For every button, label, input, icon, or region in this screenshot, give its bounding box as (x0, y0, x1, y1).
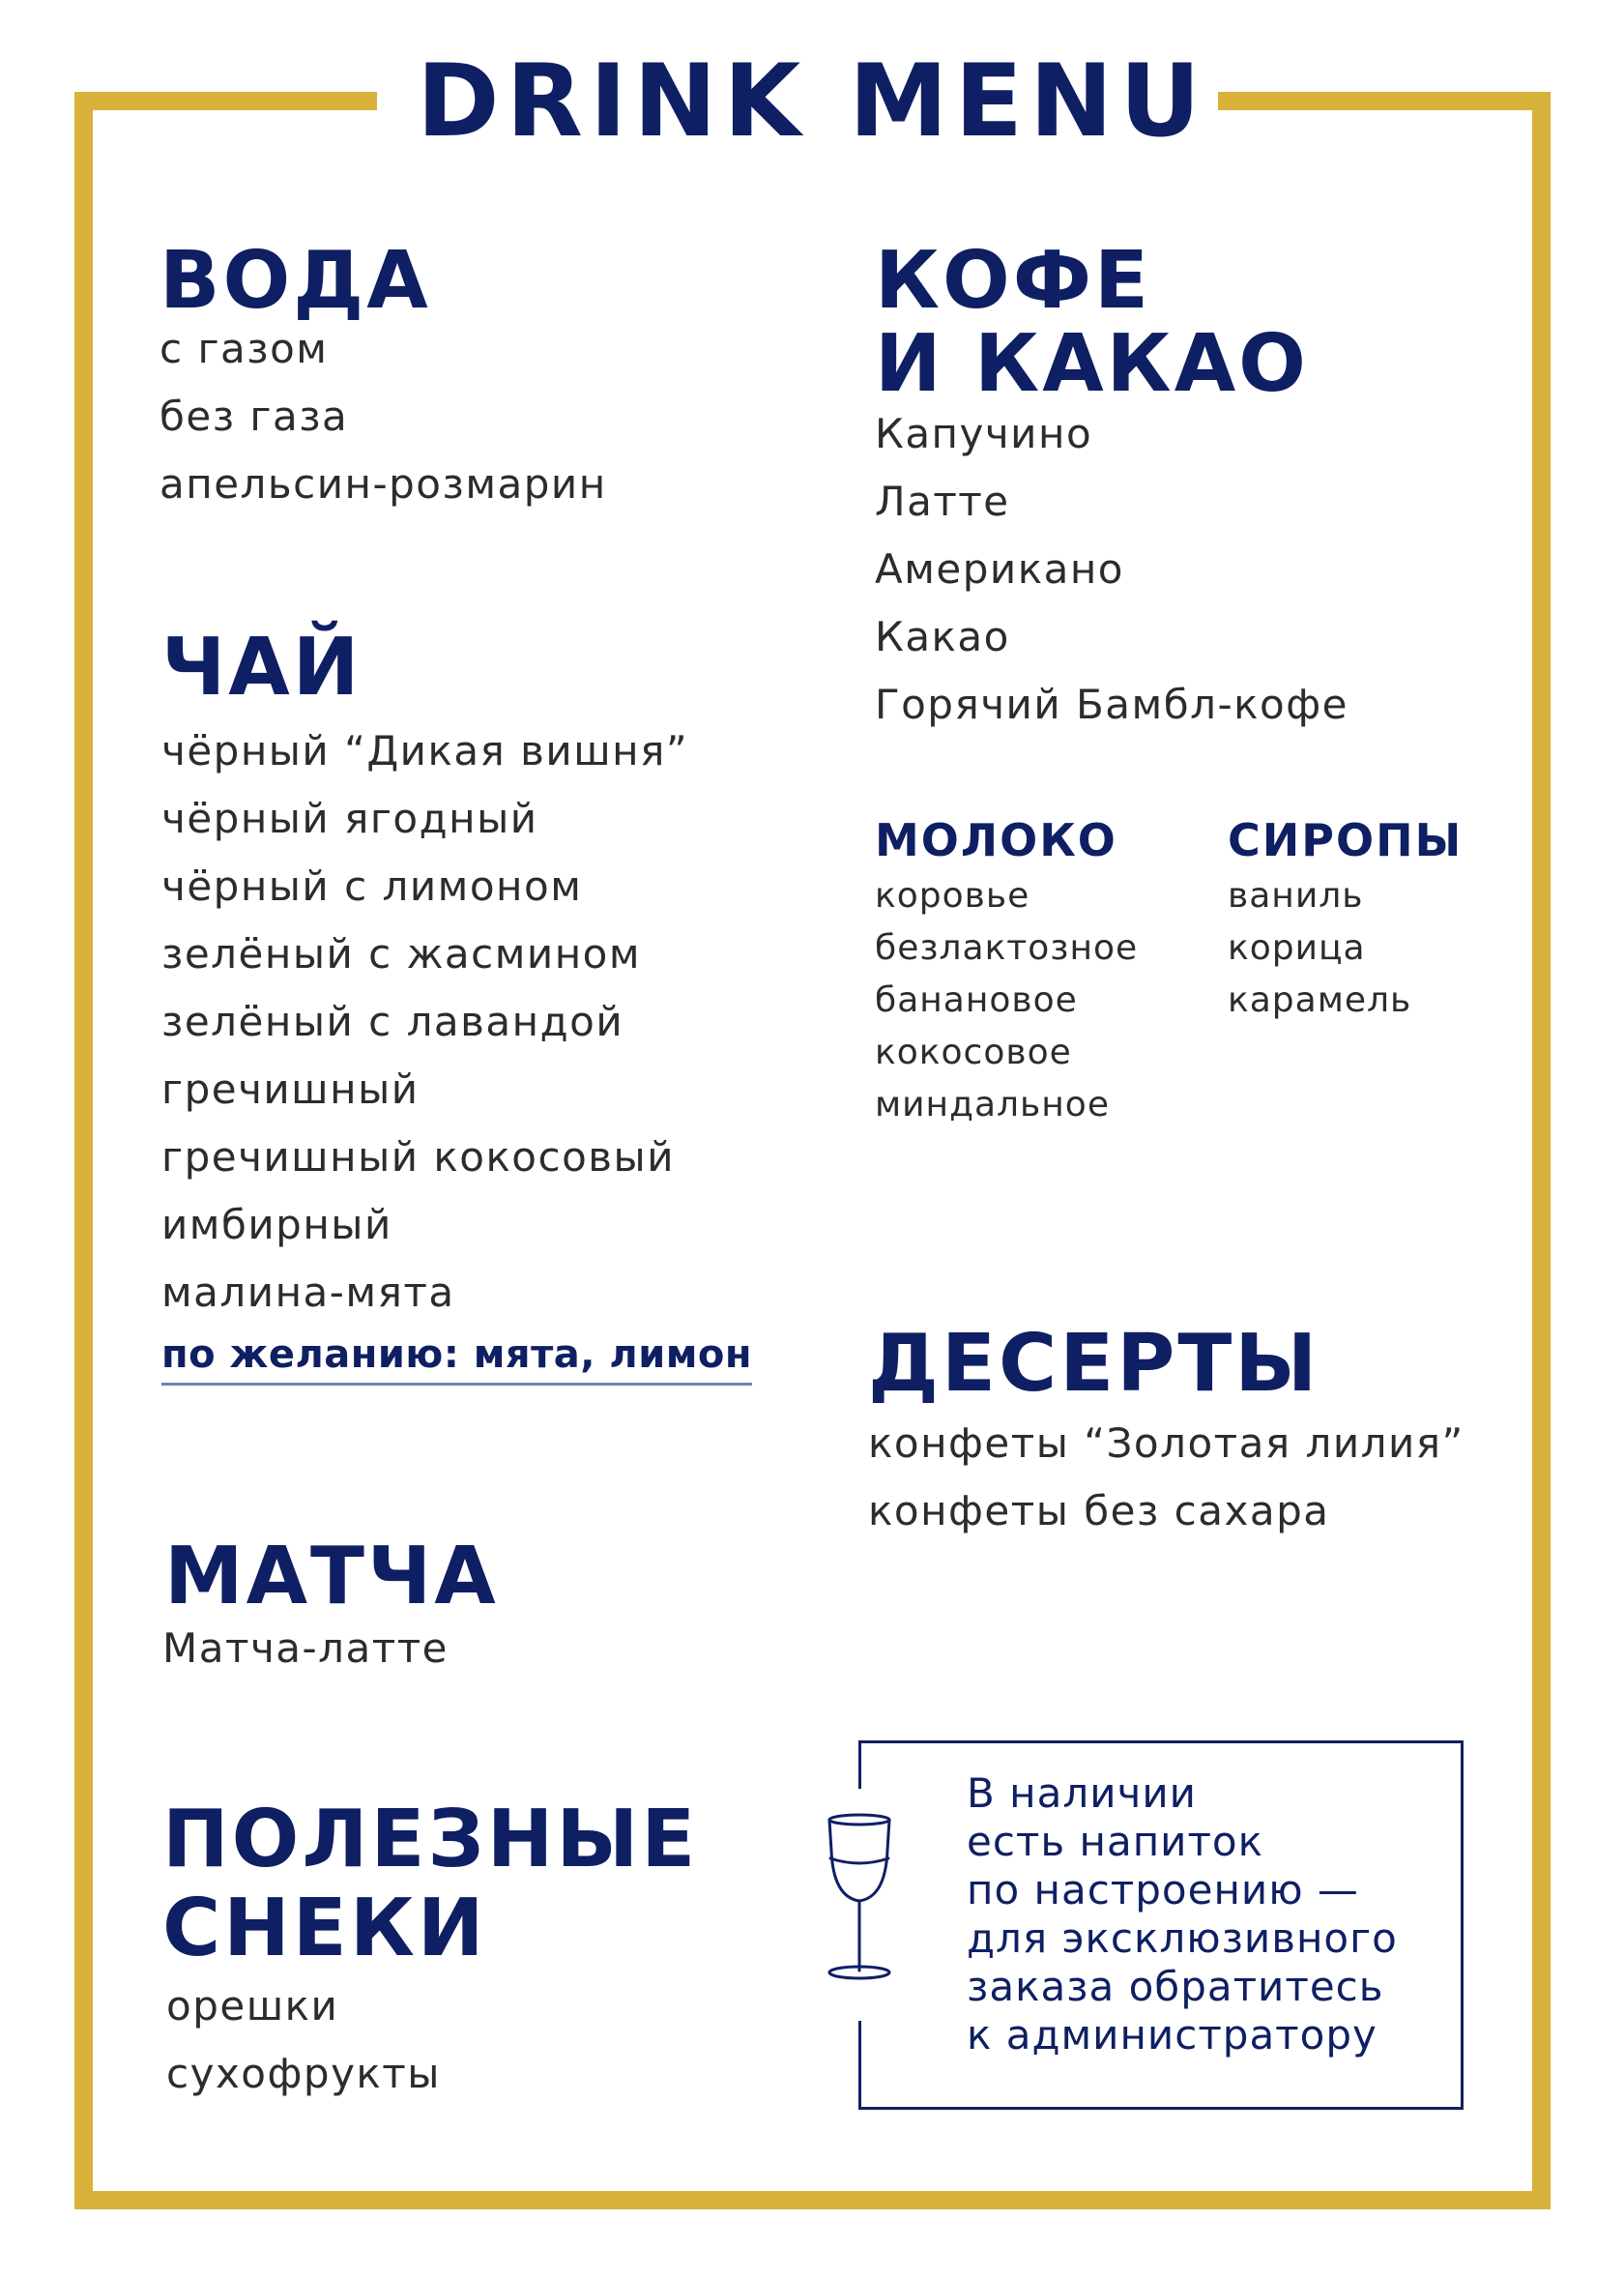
section-heading-desserts: ДЕСЕРТЫ (868, 1318, 1320, 1410)
list-item: чёрный ягодный (161, 795, 538, 842)
list-item: зелёный с жасмином (161, 930, 642, 978)
list-item: Какао (875, 613, 1010, 660)
list-item: с газом (160, 325, 329, 372)
list-item: Американо (875, 545, 1124, 593)
list-item: малина-мята (161, 1269, 455, 1316)
section-heading-matcha: МАТЧА (164, 1531, 499, 1622)
section-syrups (1228, 814, 1464, 1027)
tea-list (161, 717, 752, 1327)
list-item: сухофрукты (166, 2050, 441, 2097)
list-item: Латте (875, 478, 1010, 525)
list-item: имбирный (161, 1201, 392, 1248)
wine-glass-icon (824, 1812, 895, 1982)
info-text: В наличии есть напиток по настроению — для эксклюзивного заказа обратитесь к администратору (967, 1769, 1398, 2059)
snacks-list (166, 1972, 698, 2108)
list-item: конфеты без сахара (868, 1487, 1330, 1534)
section-heading-water: ВОДА (160, 235, 431, 327)
list-item: конфеты “Золотая лилия” (868, 1419, 1464, 1467)
desserts-list (868, 1410, 1464, 1545)
section-water (160, 235, 607, 518)
section-heading-snacks-line1: ПОЛЕЗНЫЕ (162, 1794, 699, 1885)
matcha-list (162, 1615, 499, 1682)
section-snacks (162, 1794, 699, 2108)
water-list (160, 315, 607, 518)
list-item: Матча-латте (162, 1624, 450, 1672)
list-item: ваниль (1228, 876, 1364, 916)
list-item: миндальное (875, 1085, 1110, 1124)
list-item: орешки (166, 1982, 339, 2030)
list-item: Капучино (875, 410, 1093, 457)
section-desserts (868, 1318, 1464, 1545)
list-item: коровье (875, 876, 1030, 916)
list-item: без газа (160, 393, 349, 440)
list-item: зелёный с лавандой (161, 998, 624, 1045)
list-item: корица (1228, 928, 1366, 968)
section-matcha (162, 1531, 499, 1682)
section-heading-snacks-line2: СНЕКИ (162, 1883, 487, 1974)
section-heading-coffee-line2: И КАКАО (875, 318, 1309, 410)
section-coffee (875, 235, 1348, 739)
section-tea (161, 622, 753, 1386)
list-item: апельсин-розмарин (160, 460, 607, 508)
list-item: гречишный кокосовый (161, 1133, 676, 1181)
syrups-list (1228, 870, 1463, 1027)
list-item: чёрный с лимоном (161, 862, 583, 910)
list-item: безлактозное (875, 928, 1139, 968)
list-item: карамель (1228, 980, 1412, 1020)
tea-note: по желанию: мята, лимон (161, 1332, 752, 1386)
coffee-list (875, 400, 1348, 739)
section-heading-milk: МОЛОКО (875, 814, 1117, 866)
list-item: банановое (875, 980, 1078, 1020)
list-item: чёрный “Дикая вишня” (161, 727, 689, 774)
section-heading-tea: ЧАЙ (161, 622, 362, 714)
list-item: Горячий Бамбл-кофе (875, 681, 1348, 728)
page-title: DRINK MENU (417, 44, 1207, 160)
section-heading-coffee-line1: КОФЕ (875, 235, 1152, 327)
milk-list (875, 870, 1138, 1131)
list-item: гречишный (161, 1066, 420, 1113)
section-milk (875, 814, 1139, 1131)
section-heading-syrups: СИРОПЫ (1228, 814, 1464, 866)
list-item: кокосовое (875, 1033, 1072, 1072)
